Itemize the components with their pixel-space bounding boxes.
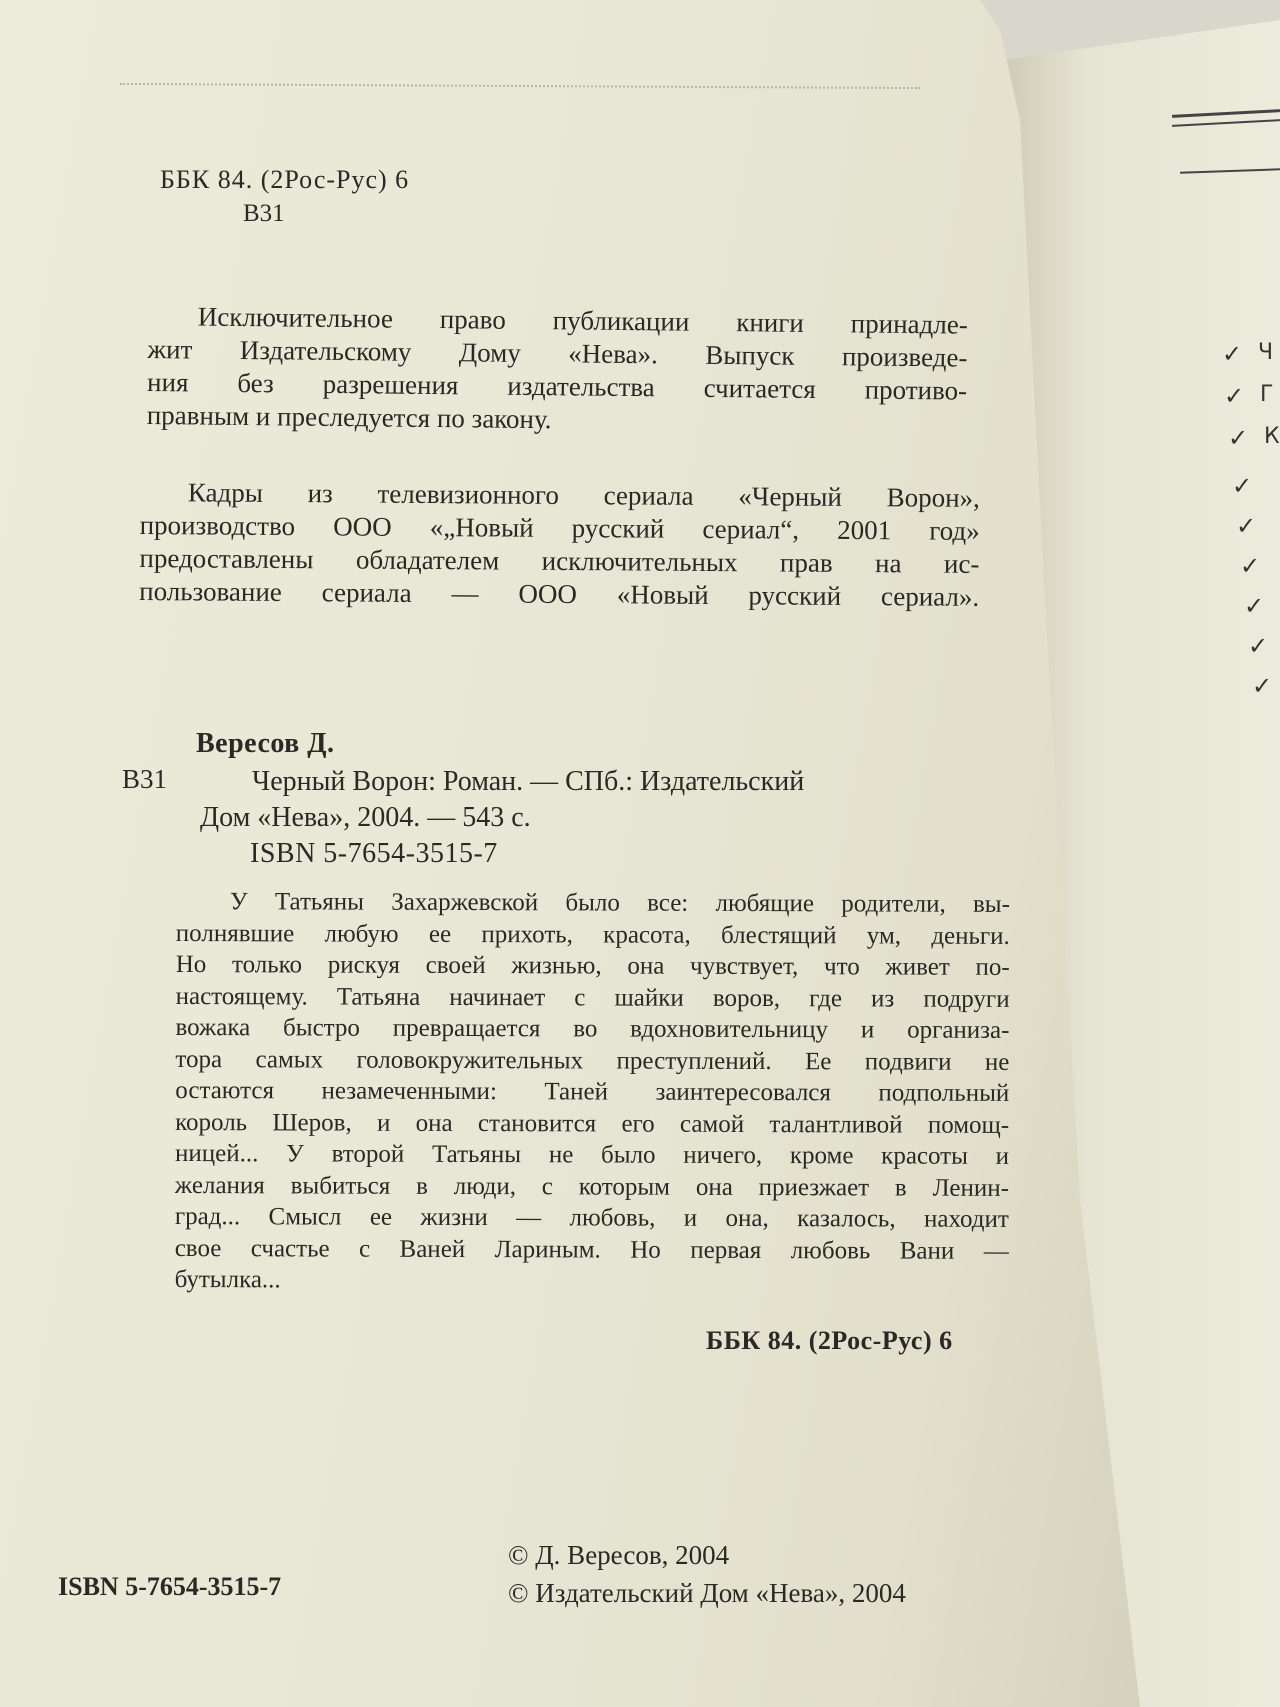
bbk-classification-bottom: ББК 84. (2Рос-Рус) 6	[706, 1326, 953, 1355]
right-page-fragment: К	[1264, 424, 1280, 449]
abstract-line: град... Смысл ее жизни — любовь, и она, казалось, находит	[174, 1202, 1009, 1233]
rights-notice	[147, 300, 968, 441]
credits-notice-line: предоставлены обладателем исключительных прав на ис-	[139, 542, 980, 579]
checkmark-icon: ✓	[1252, 672, 1273, 700]
abstract-line: ницей... У второй Татьяны не было ничего, кроме красоты и	[175, 1139, 1010, 1170]
checkmark-icon: ✓	[1224, 382, 1245, 410]
credits-notice-line: производство ООО «„Новый русский сериал“, 2001 год»	[139, 509, 980, 546]
checkmark-icon: ✓	[1244, 592, 1265, 620]
abstract-line: полнявшие любую ее прихоть, красота, блестящий ум, деньги.	[175, 919, 1010, 950]
abstract-line: король Шеров, и она становится его самой талантливой помощ-	[175, 1108, 1010, 1139]
abstract-line: остаются незамеченными: Таней заинтересовался подпольный	[175, 1076, 1010, 1107]
isbn-record: ISBN 5-7654-3515-7	[250, 838, 498, 869]
right-page-fragment: Ч	[1258, 340, 1274, 365]
checkmark-icon: ✓	[1222, 340, 1243, 368]
rights-notice-line: жит Издательскому Дому «Нева». Выпуск произведе-	[147, 333, 968, 373]
abstract-line: Но только рискуя своей жизнью, она чувствует, что живет по-	[175, 950, 1010, 981]
checkmark-icon: ✓	[1248, 632, 1269, 660]
abstract-line: свое счастье с Ваней Лариным. Но первая любовь Вани —	[174, 1234, 1009, 1265]
isbn-bottom: ISBN 5-7654-3515-7	[58, 1572, 282, 1601]
right-page-fragment: Г	[1260, 382, 1274, 407]
rights-notice-line: ния без разрешения издательства считается противо-	[146, 366, 968, 406]
abstract-line: бутылка...	[174, 1265, 281, 1294]
bibliographic-record	[200, 764, 975, 836]
abstract-line: тора самых головокружительных преступлений. Ее подвиги не	[175, 1045, 1010, 1076]
abstract-line: вожака быстро превращается во вдохновительницу и организа-	[175, 1013, 1010, 1044]
checkmark-icon: ✓	[1228, 424, 1249, 452]
copyright-publisher: © Издательский Дом «Нева», 2004	[508, 1578, 906, 1608]
checkmark-icon: ✓	[1240, 552, 1261, 580]
abstract-line: настоящему. Татьяна начинает с шайки воров, где из подруги	[175, 982, 1010, 1013]
credits-notice-line: пользование сериала — ООО «Новый русский сериал».	[139, 575, 980, 612]
author-code-mid: В31	[122, 764, 168, 794]
bbk-classification-top: ББК 84. (2Рос-Рус) 6	[160, 165, 410, 194]
rights-notice-line: Исключительное право публикации книги принадле-	[197, 301, 968, 340]
bibliographic-line: Дом «Нева», 2004. — 543 с.	[200, 802, 531, 833]
rights-notice-line: правным и преследуется по закону.	[146, 399, 552, 435]
abstract-line: желания выбиться в люди, с которым она приезжает в Ленин-	[174, 1171, 1009, 1202]
credits-notice	[139, 476, 980, 614]
credits-notice-line: Кадры из телевизионного сериала «Черный Ворон»,	[187, 477, 980, 513]
copyright-author: © Д. Вересов, 2004	[508, 1540, 730, 1570]
author-code-top: В31	[243, 200, 285, 227]
abstract-line: У Татьяны Захаржевской было все: любящие родители, вы-	[229, 888, 1010, 918]
checkmark-icon: ✓	[1232, 472, 1253, 500]
book-abstract	[175, 886, 1010, 1298]
checkmark-icon: ✓	[1236, 512, 1257, 540]
author-heading: Вересов Д.	[196, 728, 335, 759]
bibliographic-line: Черный Ворон: Роман. — СПб.: Издательский	[252, 766, 805, 797]
